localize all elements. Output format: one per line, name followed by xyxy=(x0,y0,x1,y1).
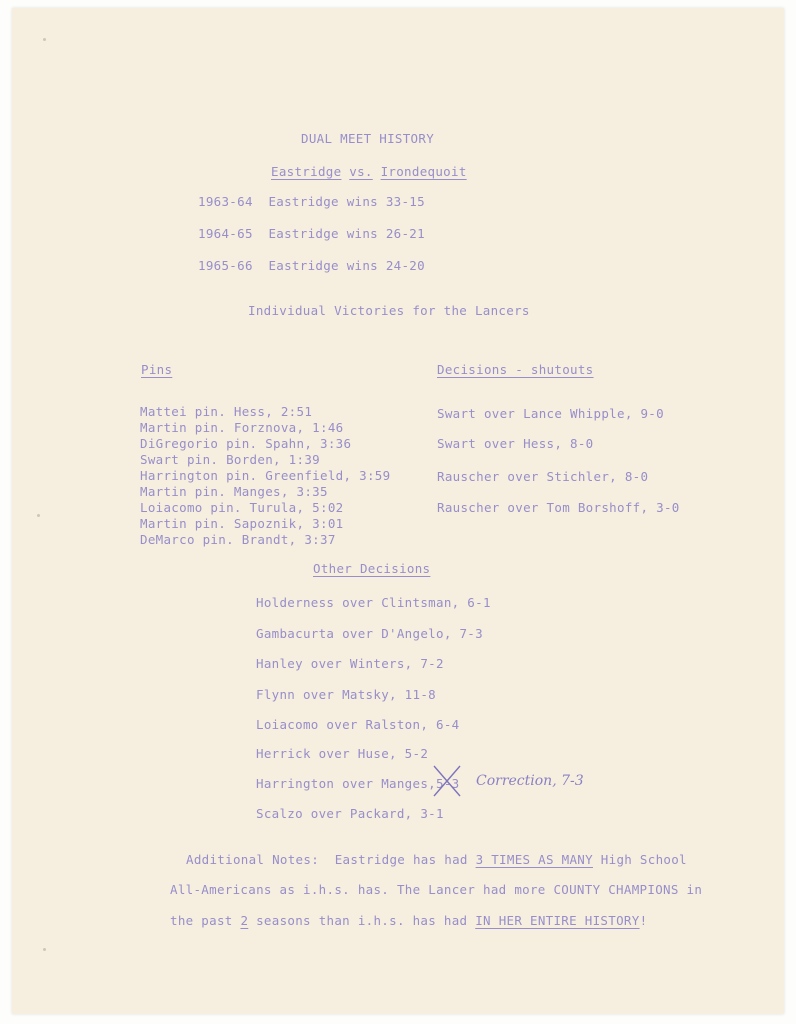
matchup-heading xyxy=(271,164,467,179)
strikeout-mark xyxy=(430,763,464,799)
notes-text: High School xyxy=(600,852,687,867)
team2-name: Irondequoit xyxy=(380,164,467,179)
decision-item: Holderness over Clintsman, 6-1 xyxy=(256,595,491,610)
punch-hole xyxy=(37,514,40,517)
season-row xyxy=(198,226,425,241)
pin-item: Swart pin. Borden, 1:39 xyxy=(140,452,320,467)
pin-item: Martin pin. Sapoznik, 3:01 xyxy=(140,516,344,531)
shutout-item: Swart over Lance Whipple, 9-0 xyxy=(437,406,664,421)
decision-item: Scalzo over Packard, 3-1 xyxy=(256,806,444,821)
notes-text: the past xyxy=(170,913,233,928)
pin-item: Martin pin. Manges, 3:35 xyxy=(140,484,328,499)
season-result: Eastridge wins 24-20 xyxy=(268,258,425,273)
pin-item: Harrington pin. Greenfield, 3:59 xyxy=(140,468,391,483)
decision-item: Hanley over Winters, 7-2 xyxy=(256,656,444,671)
notes-label: Additional Notes: xyxy=(186,852,320,867)
corrected-decision-item: Harrington over Manges, xyxy=(256,776,436,791)
notes-emphasis: 3 TIMES AS MANY xyxy=(475,852,593,867)
pin-item: Martin pin. Forznova, 1:46 xyxy=(140,420,344,435)
struck-score: 5-3 xyxy=(436,776,460,791)
decision-item: Flynn over Matsky, 11-8 xyxy=(256,687,436,702)
shutout-item: Rauscher over Tom Borshoff, 3-0 xyxy=(437,500,680,515)
pin-item: Mattei pin. Hess, 2:51 xyxy=(140,404,313,419)
season-result: Eastridge wins 26-21 xyxy=(268,226,425,241)
season-row xyxy=(198,194,425,209)
notes-emphasis: IN HER ENTIRE HISTORY xyxy=(475,913,640,928)
decision-item: Herrick over Huse, 5-2 xyxy=(256,746,429,761)
pin-item: DiGregorio pin. Spahn, 3:36 xyxy=(140,436,352,451)
decision-item: Loiacomo over Ralston, 6-4 xyxy=(256,717,460,732)
notes-line-2: All-Americans as i.h.s. has. The Lancer had more COUNTY CHAMPIONS in xyxy=(170,882,703,897)
page-title: DUAL MEET HISTORY xyxy=(301,131,435,146)
season-row xyxy=(198,258,425,273)
punch-hole xyxy=(43,38,46,41)
notes-emphasis: 2 xyxy=(240,913,249,928)
notes-line-1 xyxy=(186,852,687,867)
decision-item: Gambacurta over D'Angelo, 7-3 xyxy=(256,626,483,641)
pins-heading: Pins xyxy=(141,362,173,377)
other-decisions-heading: Other Decisions xyxy=(313,561,431,576)
shutout-item: Rauscher over Stichler, 8-0 xyxy=(437,469,649,484)
season-year: 1963-64 xyxy=(198,194,253,209)
punch-hole xyxy=(43,948,46,951)
notes-text: ! xyxy=(639,913,648,928)
notes-text: seasons than i.h.s. has had xyxy=(256,913,468,928)
pin-item: DeMarco pin. Brandt, 3:37 xyxy=(140,532,336,547)
shutouts-heading: Decisions - shutouts xyxy=(437,362,594,377)
season-result: Eastridge wins 33-15 xyxy=(268,194,425,209)
season-year: 1965-66 xyxy=(198,258,253,273)
team1-name: Eastridge xyxy=(271,164,342,179)
notes-text: Eastridge has had xyxy=(334,852,468,867)
pin-item: Loiacomo pin. Turula, 5:02 xyxy=(140,500,344,515)
handwritten-correction: Correction, 7-3 xyxy=(476,773,584,789)
section-subtitle: Individual Victories for the Lancers xyxy=(248,303,530,318)
vs-label: vs. xyxy=(349,164,373,179)
notes-line-3 xyxy=(170,913,647,928)
season-year: 1964-65 xyxy=(198,226,253,241)
shutout-item: Swart over Hess, 8-0 xyxy=(437,436,594,451)
